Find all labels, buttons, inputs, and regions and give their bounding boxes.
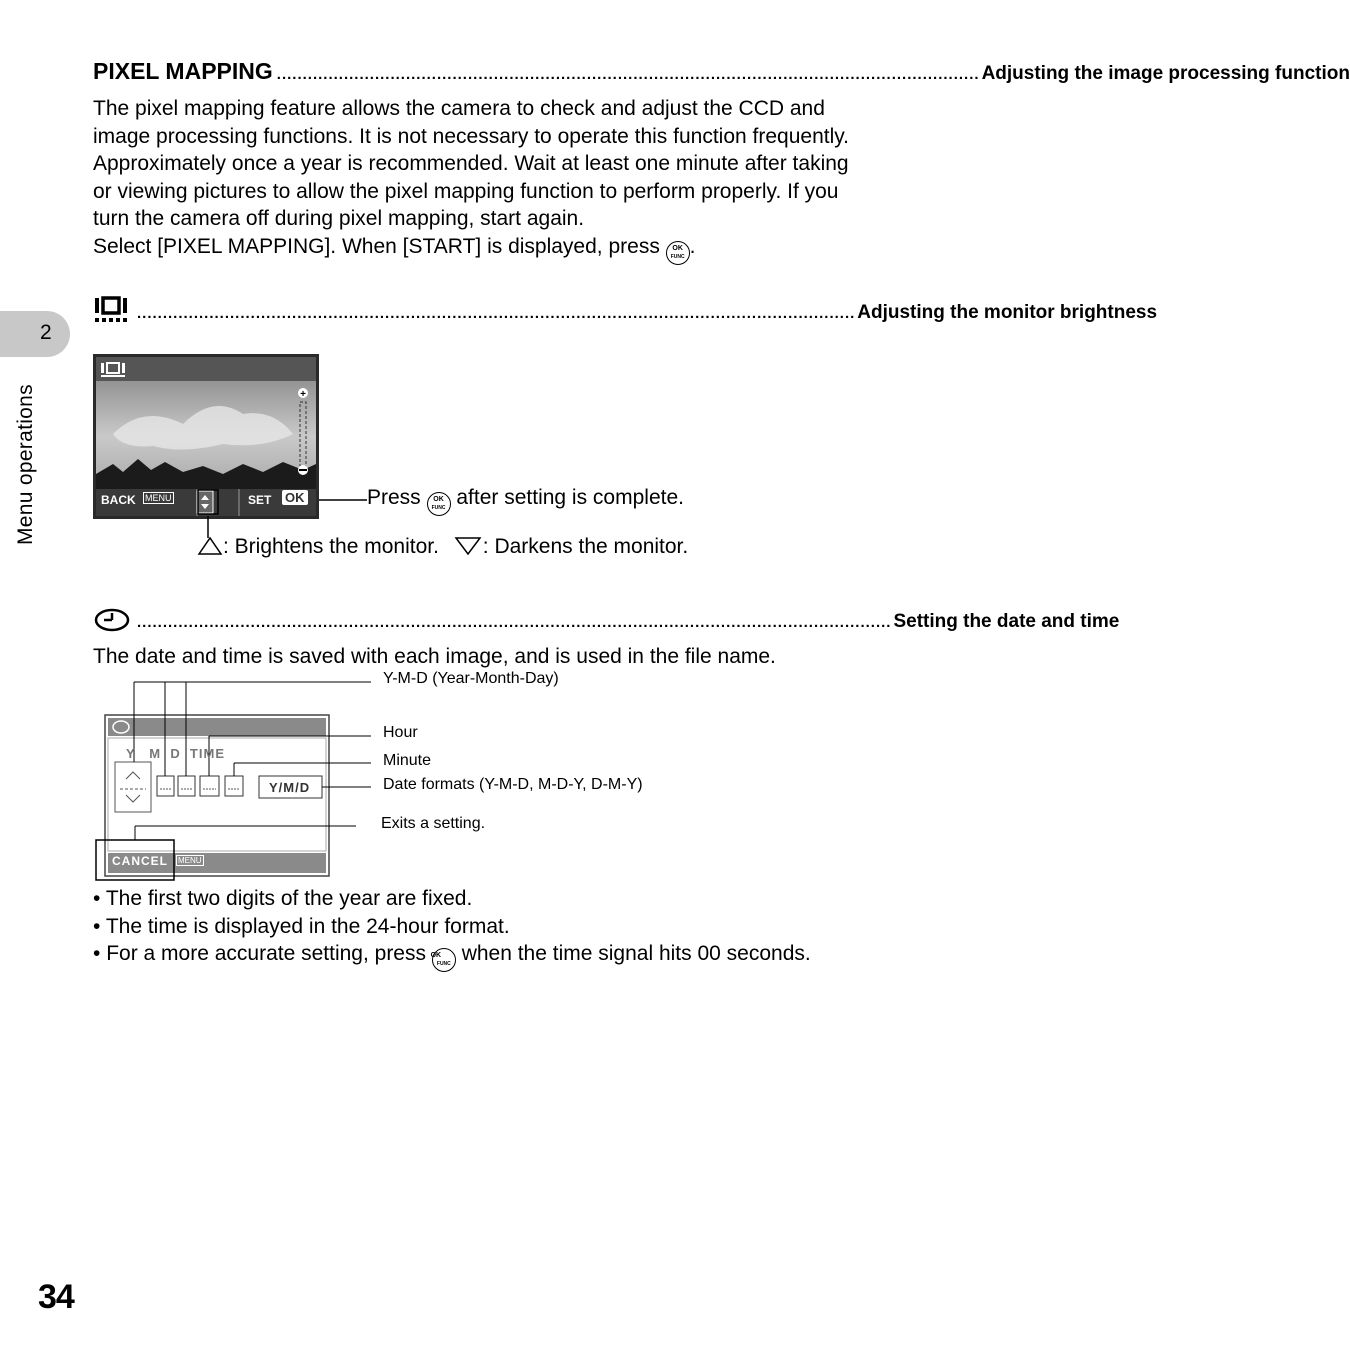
- chapter-title: Menu operations: [14, 384, 37, 545]
- svg-text:+: +: [300, 389, 306, 400]
- monitor-heading: [93, 296, 1158, 324]
- callout-ymd: Y-M-D (Year-Month-Day): [383, 670, 559, 687]
- back-label: BACK: [101, 493, 136, 507]
- note-item: • For a more accurate setting, press OK FUNC when the time signal hits 00 seconds.: [93, 940, 811, 972]
- monitor-screen: [93, 354, 319, 519]
- pixel-mapping-title: PIXEL MAPPING: [93, 58, 273, 84]
- ok-func-icon: OK FUNC: [427, 492, 451, 516]
- brightens-label: : Brightens the monitor.: [223, 535, 439, 558]
- monitor-press-text: [367, 486, 684, 516]
- note-item: • The time is displayed in the 24-hour format.: [93, 914, 510, 938]
- datetime-body: The date and time is saved with each image, and is used in the file name.: [93, 645, 776, 668]
- note-item: • The first two digits of the year are fixed.: [93, 887, 473, 910]
- darkens-label: : Darkens the monitor.: [482, 535, 689, 558]
- down-triangle-icon: [453, 536, 483, 556]
- pixel-mapping-text: The pixel mapping feature allows the camera to check and adjust the CCD and image processing functions. It is not necessary to operate this function frequently. Approximately once a year is recommended. Wait at least one minute after taking or viewing pictures to allow the pixel mapping function to perform properly. If you turn the camera off during pixel mapping, start again.: [93, 97, 850, 230]
- monitor-direction-text: [197, 535, 688, 559]
- chapter-tab: [0, 311, 70, 357]
- pixel-mapping-description: Adjusting the image processing function: [981, 63, 1350, 84]
- pixel-mapping-body: [93, 95, 873, 265]
- callout-hour: Hour: [383, 724, 418, 741]
- datetime-screen: [94, 672, 384, 884]
- monitor-brightness-icon: [93, 296, 133, 324]
- pixel-mapping-instruction: Select [PIXEL MAPPING]. When [START] is displayed, press: [93, 234, 660, 258]
- pixel-mapping-heading: [93, 58, 1350, 85]
- press-after-label: after setting is complete.: [456, 486, 684, 509]
- clock-icon: [93, 607, 133, 633]
- up-triangle-icon: [197, 536, 223, 556]
- leader-dots: ..................................................................................................................................................: [137, 614, 892, 631]
- datetime-notes: [93, 885, 811, 972]
- set-label: SET: [248, 493, 272, 507]
- ok-func-icon: OK FUNC: [432, 948, 456, 972]
- leader-dots: ...........................................................................................................................................: [137, 305, 856, 322]
- datetime-screen-header: Y M D TIME: [126, 746, 225, 761]
- date-format-value: Y/M/D: [269, 780, 311, 795]
- datetime-description: Setting the date and time: [893, 611, 1120, 632]
- cancel-label: CANCEL: [112, 854, 168, 868]
- menu-button-label: MENU: [178, 856, 202, 865]
- callout-date-formats: Date formats (Y-M-D, M-D-Y, D-M-Y): [383, 776, 643, 793]
- ok-button-label: OK: [282, 490, 308, 505]
- leader-dots: ........................................................................................................................................: [276, 66, 980, 83]
- menu-button-label: MENU: [145, 493, 172, 503]
- datetime-heading: [93, 607, 1120, 633]
- period: .: [689, 234, 696, 258]
- callout-exit: Exits a setting.: [381, 815, 486, 832]
- callout-minute: Minute: [383, 752, 432, 769]
- monitor-description: Adjusting the monitor brightness: [857, 302, 1158, 323]
- page-number: 34: [38, 1278, 74, 1316]
- press-label: Press: [367, 486, 421, 509]
- chapter-number: 2: [40, 321, 52, 344]
- ok-func-icon: OK FUNC: [666, 241, 690, 265]
